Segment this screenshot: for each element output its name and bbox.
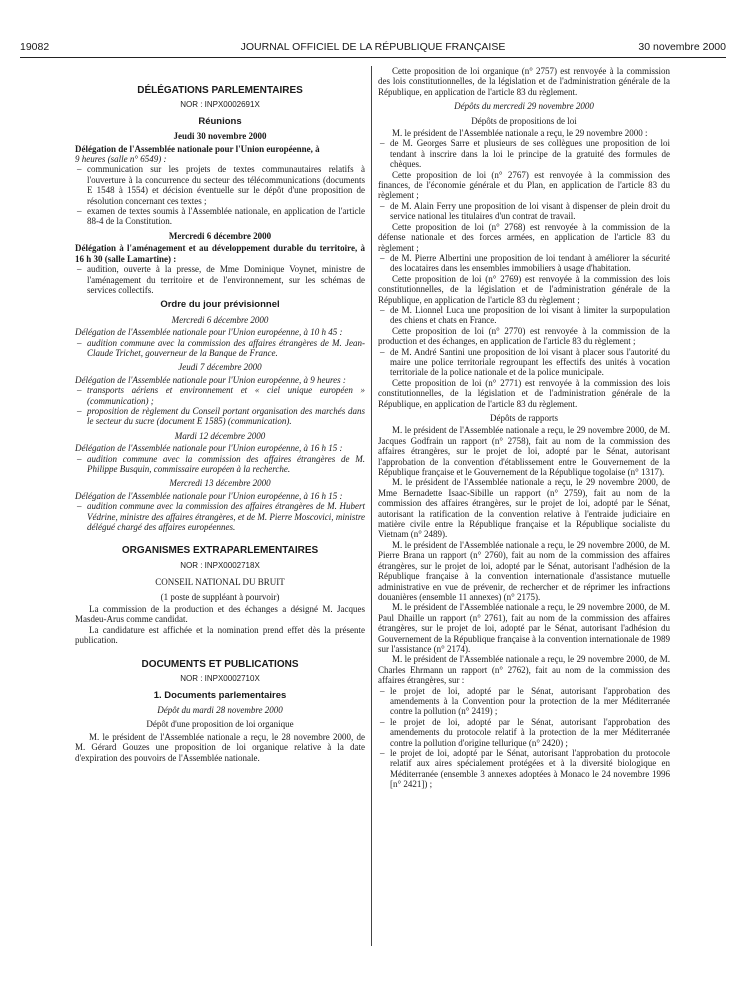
paragraph: M. le président de l'Assemblée nationale a reçu, le 28 novembre 2000, de M. Gérard Gouzes une proposition de loi organique relative à la date d'expiration des pouvoirs de l'Assemblée nationale. (75, 731, 365, 763)
delegation-time: 9 heures (salle n° 6549) : (75, 154, 167, 165)
subheading: Dépôts de propositions de loi (471, 115, 577, 126)
proposal-text: de M. André Santini une proposition de loi visant à placer sous l'autorité du maire une police territoriale regroupant les effectifs des unités à vocation territoriale de la police nationale et de la police municipale. (390, 346, 670, 378)
proposal-text: de M. Alain Ferry une proposition de loi visant à dispenser de plein droit du service national les titulaires d'un contrat de travail. (390, 200, 670, 222)
report-item: – le projet de loi, adopté par le Sénat, autorisant l'approbation des amendements du protocole relatif à la protection de la mer Méditerranée contre la pollution d'origine tellurique (n° 2420) ; (378, 717, 670, 748)
delegation-lead: Délégation de l'Assemblée nationale pour l'Union européenne, à 16 h 15 : (75, 490, 343, 501)
organism-seat: (1 poste de suppléant à pourvoir) (160, 591, 280, 602)
agenda-list (75, 501, 365, 532)
agenda-list (75, 164, 365, 226)
delegation-lead: Délégation à l'aménagement et au développement durable du territoire, à 16 h 30 (salle Lamartine) : (75, 243, 365, 264)
report-items (378, 686, 670, 790)
date-heading: Mercredi 6 décembre 2000 (168, 230, 272, 241)
delegation-lead: Délégation de l'Assemblée nationale pour l'Union européenne, à 16 h 15 : (75, 443, 343, 454)
right-column (378, 66, 670, 790)
agenda-item: – audition commune avec la commission des affaires étrangères de M. Philippe Busquin, commissaire européen à la recherche. (75, 454, 365, 475)
date-heading: Dépôts du mercredi 29 novembre 2000 (454, 101, 594, 112)
referral-text: Cette proposition de loi (n° 2771) est renvoyée à la commission des lois constitutionnelles, de la législation et de l'administration générale de la République, en application de l'article 83 du règlement. (378, 377, 670, 409)
delegation-lead: Délégation de l'Assemblée nationale pour l'Union européenne, à 10 h 45 : (75, 327, 343, 338)
proposal-text: de M. Georges Sarre et plusieurs de ses collègues une proposition de loi tendant à inscrire dans la loi le principe de la gratuité des formules de chèques. (390, 138, 670, 170)
agenda-list (75, 385, 365, 427)
report-item: – le projet de loi, adopté par le Sénat, autorisant l'approbation du protocole relatif aux aires spécialement protégées et à la diversité biologique en Méditerranée (ensemble 3 annexes adoptées à Monaco le 24 novembre 1996 [n° 2421]) ; (378, 748, 670, 790)
page-number: 19082 (20, 41, 50, 53)
date-heading: Jeudi 30 novembre 2000 (173, 131, 267, 142)
agenda-item: – communication sur les projets de textes communautaires relatifs à l'ouverture à la concurrence du secteur des télécommunications (documents E 1548 à 1554) et décision éventuelle sur le dépôt d'une proposition de résolution concernant ces textes ; (75, 164, 365, 206)
agenda-item: – audition commune avec la commission des affaires étrangères de M. Hubert Védrine, ministre des affaires étrangères, et de M. Pierre Moscovici, ministre délégué chargé des affaires européennes. (75, 501, 365, 532)
heading-ordre-du-jour: Ordre du jour prévisionnel (160, 299, 280, 311)
proposal-item (378, 201, 670, 222)
paragraph: La candidature est affichée et la nomination prend effet dès la présente publication. (75, 624, 365, 646)
proposal-item (378, 138, 670, 169)
delegation-lead: Délégation de l'Assemblée nationale pour l'Union européenne, à (75, 143, 320, 154)
date-heading: Mercredi 6 décembre 2000 (171, 314, 269, 325)
report-paragraph: M. le président de l'Assemblée nationale a reçu, le 29 novembre 2000, de Mme Bernadette Isaac-Sibille un rapport (n° 2759), fait au nom de la commission des affaires étrangères, sur le projet de loi, adopté par le Sénat, autorisant la ratification de la convention relative à l'entraide judiciaire en matière civile entre la République française et la République socialiste du Vietnam (n° 2489). (378, 477, 670, 540)
date-heading: Mardi 12 décembre 2000 (174, 430, 266, 441)
nor-code: NOR : INPX0002710X (180, 674, 260, 684)
report-paragraph: M. le président de l'Assemblée nationale a reçu, le 29 novembre 2000, de M. Pierre Brana un rapport (n° 2760), fait au nom de la commission des affaires étrangères, sur le projet de loi, adopté par le Sénat, autorisant l'adhésion de la République française à la convention internationale d'assistance mutuelle administrative en vue de prévenir, de rechercher et de réprimer les infractions douanières (ensemble 11 annexes) (n° 2175). (378, 539, 670, 602)
agenda-item: – examen de textes soumis à l'Assemblée nationale, en application de l'article 88-4 de la Constitution. (75, 206, 365, 227)
agenda-list (75, 338, 365, 359)
agenda-item: – audition, ouverte à la presse, de Mme Dominique Voynet, ministre de l'aménagement du territoire et de l'environnement, sur les schémas de services collectifs. (75, 264, 365, 295)
report-paragraph: M. le président de l'Assemblée nationale a reçu, le 29 novembre 2000, de M. Paul Dhaille un rapport (n° 2761), fait au nom de la commission des affaires étrangères, sur le projet de loi, adopté par le Sénat, autorisant l'adhésion du Gouvernement de la République française à la convention internationale de 1989 sur l'assistance (n° 2174). (378, 602, 670, 654)
issue-date: 30 novembre 2000 (638, 41, 726, 53)
date-heading: Dépôt du mardi 28 novembre 2000 (157, 704, 283, 715)
nor-code: NOR : INPX0002718X (180, 560, 260, 570)
left-column (75, 66, 365, 763)
proposal-text: de M. Pierre Albertini une proposition de loi tendant à améliorer la sécurité des locataires dans les ensembles immobiliers à usage d'habitation. (390, 252, 670, 274)
journal-title: JOURNAL OFFICIEL DE LA RÉPUBLIQUE FRANÇAISE (240, 41, 506, 53)
section-title-delegations: DÉLÉGATIONS PARLEMENTAIRES (137, 85, 303, 96)
referral-text: Cette proposition de loi (n° 2770) est renvoyée à la commission de la production et des échanges, en application de l'article 83 du règlement ; (378, 325, 670, 347)
date-heading: Mercredi 13 décembre 2000 (169, 478, 271, 489)
paragraph: M. le président de l'Assemblée nationale a reçu, le 29 novembre 2000 : (392, 128, 648, 139)
column-separator (371, 66, 372, 946)
header-rule (20, 57, 726, 58)
agenda-item: – transports aériens et environnement et « ciel unique européen » (communication) ; (75, 385, 365, 406)
section-title-documents: DOCUMENTS ET PUBLICATIONS (141, 658, 299, 670)
date-heading: Jeudi 7 décembre 2000 (178, 362, 262, 373)
organism-name: CONSEIL NATIONAL DU BRUIT (155, 577, 285, 588)
heading-reunions: Réunions (198, 115, 242, 127)
referral-text: Cette proposition de loi (n° 2768) est renvoyée à la commission de la défense nationale et des forces armées, en application de l'article 83 du règlement ; (378, 221, 670, 253)
agenda-item: – audition commune avec la commission des affaires étrangères de M. Jean-Claude Trichet, gouverneur de la Banque de France. (75, 338, 365, 359)
agenda-item: – proposition de règlement du Conseil portant organisation des marchés dans le secteur du sucre (document E 1585) (communication). (75, 406, 365, 427)
referral-text: Cette proposition de loi (n° 2767) est renvoyée à la commission des finances, de l'économie générale et du Plan, en application de l'article 83 du règlement ; (378, 169, 670, 201)
paragraph: Cette proposition de loi organique (n° 2757) est renvoyée à la commission des lois constitutionnelles, de la législation et de l'administration générale de la République, en application de l'article 83 du règlement. (378, 66, 670, 97)
report-item: – le projet de loi, adopté par le Sénat, autorisant l'approbation des amendements à la Convention pour la protection de la mer Méditerranée contre la pollution (n° 2419) ; (378, 686, 670, 717)
report-paragraph: M. le président de l'Assemblée nationale a reçu, le 29 novembre 2000, de M. Charles Ehrmann un rapport (n° 2762), fait au nom de la commission des affaires étrangères, sur : (378, 654, 670, 686)
proposal-item (378, 305, 670, 326)
subheading: Dépôt d'une proposition de loi organique (146, 719, 294, 730)
section-title-organismes: ORGANISMES EXTRAPARLEMENTAIRES (121, 545, 319, 557)
running-header (20, 41, 726, 57)
heading-documents-parlementaires: 1. Documents parlementaires (153, 689, 287, 701)
subheading: Dépôts de rapports (490, 413, 558, 423)
proposals-list (378, 138, 670, 409)
referral-text: Cette proposition de loi (n° 2769) est renvoyée à la commission des lois constitutionnelles, de la législation et de l'administration générale de la République, en application de l'article 83 du règlement ; (378, 273, 670, 305)
delegation-lead: Délégation de l'Assemblée nationale pour l'Union européenne, à 9 heures : (75, 374, 346, 385)
nor-code: NOR : INPX0002691X (180, 100, 260, 110)
proposal-item (378, 347, 670, 378)
agenda-list (75, 264, 365, 295)
report-paragraph: M. le président de l'Assemblée nationale a reçu, le 29 novembre 2000, de M. Jacques Godfrain un rapport (n° 2758), fait au nom de la commission des affaires étrangères, sur le projet de loi, adopté par le Sénat, autorisant l'approbation de la convention d'établissement entre le Gouvernement de la République française et le Gouvernement de la République togolaise (n° 1317). (378, 425, 670, 478)
paragraph: La commission de la production et des échanges a désigné M. Jacques Masdeu-Arus comme candidat. (75, 604, 365, 625)
agenda-list (75, 454, 365, 475)
proposal-item (378, 253, 670, 274)
proposal-text: de M. Lionnel Luca une proposition de loi visant à limiter la surpopulation des chiens et chats en France. (390, 304, 670, 326)
